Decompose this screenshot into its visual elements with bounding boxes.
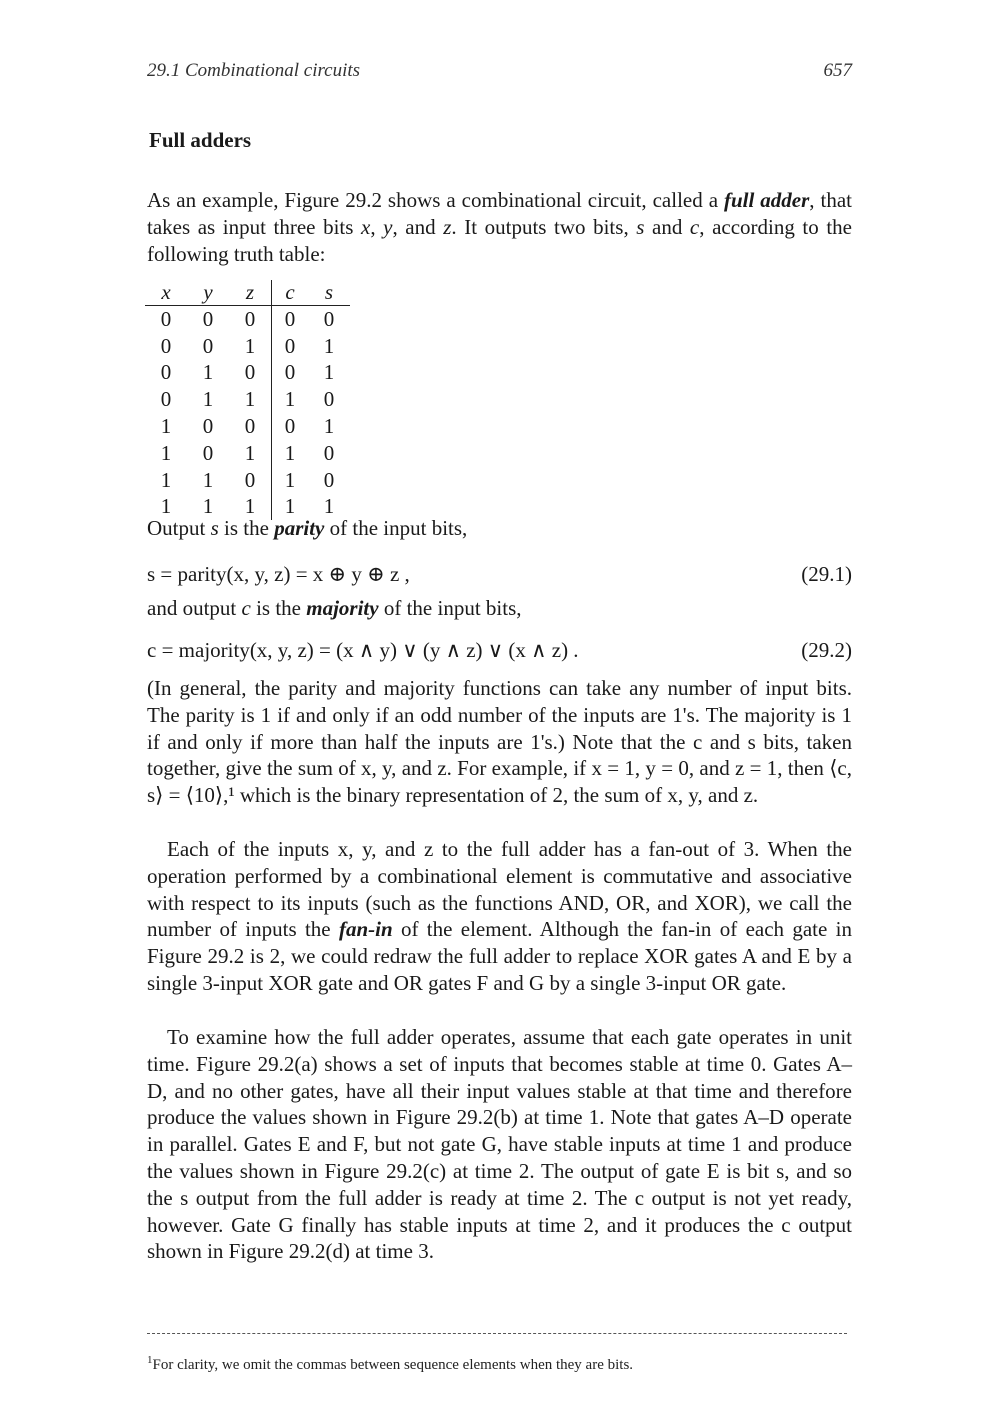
cell-c: 1 <box>284 494 296 519</box>
cell-z: 0 <box>229 467 272 494</box>
cell-z: 1 <box>229 494 272 521</box>
equation-29-1-body: s = parity(x, y, z) = x ⊕ y ⊕ z , <box>147 562 410 586</box>
cell-z: 0 <box>229 306 272 333</box>
header-z: z <box>229 280 272 306</box>
cell-c: 0 <box>284 333 296 358</box>
cell-c: 1 <box>284 387 296 412</box>
cell-s: 1 <box>323 360 335 385</box>
cell-y: 0 <box>202 306 214 331</box>
paragraph-fan-in: Each of the inputs x, y, and z to the full adder has a fan-out of 3. When the operation performed by a combinational element is commutative and associative with respect to its inputs (such as the functions AND, OR, and XOR), we call the number of inputs the fan-in of the element. Although the fan-in of each gate in Figure 29.2 is 2, we could redraw the full adder to replace XOR gates A and E by a single 3-input XOR gate and OR gates F and G by a single 3-input OR gate. <box>147 837 853 995</box>
running-head <box>147 60 852 86</box>
cell-c: 0 <box>284 414 296 439</box>
header-c: c <box>272 280 309 306</box>
cell-y: 1 <box>202 494 214 519</box>
paragraph-general: (In general, the parity and majority functions can take any number of input bits. The parity is 1 if and only if an odd number of the inputs are 1's. The majority is 1 if and only if more than half the inputs are 1's.) Note that the c and s bits, taken together, give the sum of x, y, and z. For example, if x = 1, y = 0, and z = 1, then ⟨c, s⟩ = ⟨10⟩,¹ which is the binary representation of 2, the sum of x, y, and z. <box>147 676 852 808</box>
table-row <box>145 467 350 494</box>
cell-z: 1 <box>229 386 272 413</box>
parity-intro: Output s is the parity of the input bits, <box>147 516 468 540</box>
cell-y: 0 <box>202 333 214 358</box>
cell-s: 1 <box>323 333 335 358</box>
section-title: Full adders <box>149 128 252 152</box>
cell-x: 1 <box>160 414 172 439</box>
cell-y: 1 <box>202 360 214 385</box>
table-row <box>145 386 350 413</box>
table-row <box>145 413 350 440</box>
table-row <box>145 306 350 333</box>
cell-c: 1 <box>284 440 296 465</box>
cell-y: 0 <box>202 414 214 439</box>
cell-x: 0 <box>160 333 172 358</box>
cell-y: 1 <box>202 387 214 412</box>
cell-z: 0 <box>229 413 272 440</box>
term-fan-in: fan-in <box>338 917 393 942</box>
cell-x: 0 <box>160 387 172 412</box>
cell-c: 1 <box>284 467 296 492</box>
majority-intro: and output c is the majority of the input bits, <box>147 596 522 620</box>
cell-x: 0 <box>160 360 172 385</box>
footnote <box>147 1354 852 1374</box>
term-majority: majority <box>306 596 379 620</box>
truth-table <box>145 280 350 520</box>
cell-s: 1 <box>323 494 335 519</box>
header-y: y <box>187 280 229 306</box>
table-row <box>145 360 350 387</box>
cell-s: 0 <box>323 306 335 331</box>
footnote-mark: 1 <box>147 1354 153 1366</box>
cell-z: 1 <box>229 440 272 467</box>
equation-29-1-number: (29.1) <box>801 562 852 586</box>
term-full-adder: full adder <box>723 188 810 212</box>
table-row <box>145 333 350 360</box>
footnote-rule <box>147 1333 847 1334</box>
cell-s: 1 <box>323 414 335 439</box>
cell-s: 0 <box>323 387 335 412</box>
paragraph-timing: To examine how the full adder operates, assume that each gate operates in unit time. Figure 29.2(a) shows a set of inputs that becomes stable at time 0. Gates A–D, and no other gates, have all their input values stable at that time and therefore produce the values shown in Figure 29.2(b) at time 1. Note that gates A–D operate in parallel. Gates E and F, but not gate G, have stable inputs at time 1 and produce the values shown in Figure 29.2(c) at time 2. The output of gate E is bit s, and so the s output from the full adder is ready at time 2. The c output is not yet ready, however. Gate G finally has stable inputs at time 2, and it produces the c output shown in Figure 29.2(d) at time 3. <box>147 1025 852 1264</box>
cell-x: 1 <box>160 467 172 492</box>
header-x: x <box>145 280 187 306</box>
cell-z: 1 <box>229 333 272 360</box>
cell-c: 0 <box>284 306 296 331</box>
cell-c: 0 <box>284 360 296 385</box>
cell-y: 1 <box>202 467 214 492</box>
intro-paragraph: As an example, Figure 29.2 shows a combinational circuit, called a full adder, that takes as input three bits x, y, and z. It outputs two bits, s and c, according to the following truth table: <box>147 188 852 266</box>
cell-s: 0 <box>323 440 335 465</box>
cell-x: 1 <box>160 494 172 519</box>
table-row <box>145 440 350 467</box>
page-number: 657 <box>823 60 852 81</box>
cell-y: 0 <box>202 440 214 465</box>
header-s: s <box>308 280 350 306</box>
equation-29-2 <box>147 638 852 666</box>
equation-29-2-body: c = majority(x, y, z) = (x ∧ y) ∨ (y ∧ z) ∨ (x ∧ z) . <box>147 638 579 662</box>
equation-29-1 <box>147 562 852 590</box>
term-parity: parity <box>274 516 325 540</box>
cell-x: 1 <box>160 440 172 465</box>
cell-s: 0 <box>323 467 335 492</box>
truth-table-header-row <box>145 280 350 306</box>
equation-29-2-number: (29.2) <box>801 638 852 662</box>
cell-x: 0 <box>160 306 172 331</box>
running-head-section: 29.1 Combinational circuits <box>147 60 361 81</box>
footnote-text: For clarity, we omit the commas between sequence elements when they are bits. <box>152 1357 634 1373</box>
cell-z: 0 <box>229 360 272 387</box>
